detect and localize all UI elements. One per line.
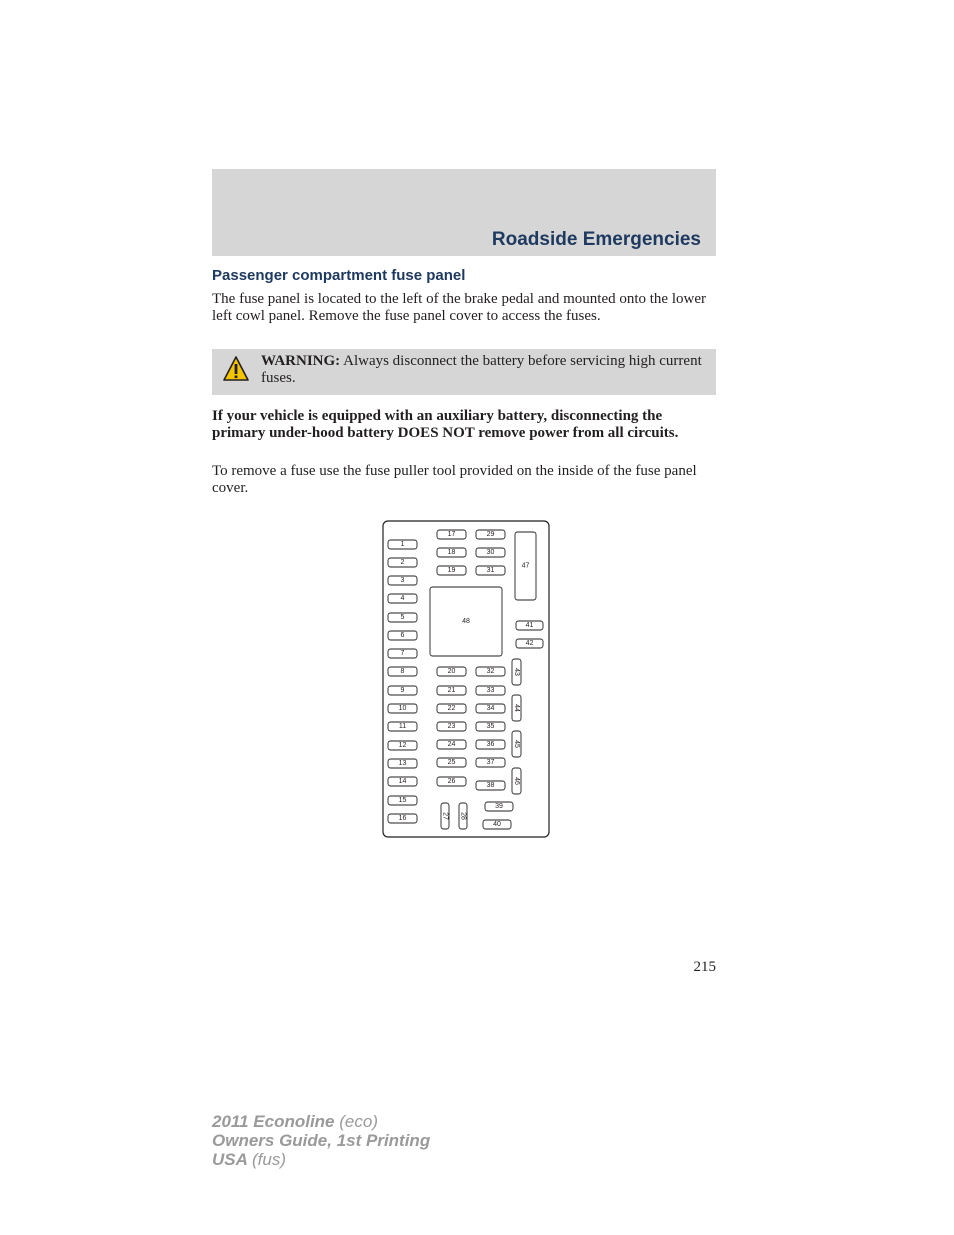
svg-text:42: 42 xyxy=(525,640,534,647)
svg-text:10: 10 xyxy=(398,705,407,712)
fuse-19 xyxy=(437,566,466,575)
svg-text:17: 17 xyxy=(447,531,456,538)
fuse-27 xyxy=(441,803,449,829)
fuse-40 xyxy=(483,820,511,829)
fuse-33 xyxy=(476,686,505,695)
svg-text:25: 25 xyxy=(447,759,456,766)
svg-text:30: 30 xyxy=(486,549,495,556)
fuse-8 xyxy=(388,667,417,676)
svg-text:12: 12 xyxy=(398,742,407,749)
svg-text:44: 44 xyxy=(513,704,520,712)
fuse-14 xyxy=(388,777,417,786)
fuse-46 xyxy=(512,768,521,794)
svg-text:26: 26 xyxy=(447,778,456,785)
svg-text:28: 28 xyxy=(459,812,467,820)
svg-text:16: 16 xyxy=(398,815,407,822)
fuse-6 xyxy=(388,631,417,640)
paragraph-fuse-removal: To remove a fuse use the fuse puller tool provided on the inside of the fuse panel cover. xyxy=(212,463,697,496)
footer-model: 2011 Econoline xyxy=(212,1112,335,1131)
svg-text:7: 7 xyxy=(400,650,405,657)
fuse-42 xyxy=(516,639,543,648)
fuse-10 xyxy=(388,704,417,713)
svg-text:45: 45 xyxy=(513,740,520,748)
svg-text:43: 43 xyxy=(513,668,520,676)
section-title: Roadside Emergencies xyxy=(491,229,701,250)
svg-text:39: 39 xyxy=(495,803,503,810)
warning-triangle-icon xyxy=(222,355,250,383)
relay-47 xyxy=(515,532,536,600)
svg-text:32: 32 xyxy=(486,668,495,675)
svg-text:18: 18 xyxy=(447,549,456,556)
fuse-15 xyxy=(388,796,417,805)
fuse-1 xyxy=(388,540,417,549)
fuse-44 xyxy=(512,695,521,721)
fuse-3 xyxy=(388,576,417,585)
subheading: Passenger compartment fuse panel xyxy=(212,267,466,284)
svg-text:47: 47 xyxy=(521,562,530,570)
fuse-34 xyxy=(476,704,505,713)
footer xyxy=(212,1112,430,1169)
fuse-41 xyxy=(516,621,543,630)
fuse-2 xyxy=(388,558,417,567)
footer-model-code: (eco) xyxy=(339,1112,378,1131)
relay-48 xyxy=(430,587,502,656)
svg-text:46: 46 xyxy=(513,777,520,785)
page-number: 215 xyxy=(693,959,716,975)
fuse-26 xyxy=(437,777,466,786)
fuse-22 xyxy=(437,704,466,713)
svg-text:31: 31 xyxy=(486,567,495,574)
svg-text:21: 21 xyxy=(447,687,456,694)
svg-text:29: 29 xyxy=(486,531,495,538)
fuse-28 xyxy=(459,803,467,829)
fuse-21 xyxy=(437,686,466,695)
svg-text:3: 3 xyxy=(400,577,405,584)
svg-text:23: 23 xyxy=(447,723,456,730)
fuse-45 xyxy=(512,731,521,757)
fuse-12 xyxy=(388,741,417,750)
svg-text:38: 38 xyxy=(486,782,495,789)
footer-line-region xyxy=(212,1150,430,1169)
svg-text:15: 15 xyxy=(398,797,407,804)
svg-text:35: 35 xyxy=(486,723,495,730)
fuse-29 xyxy=(476,530,505,539)
paragraph-location: The fuse panel is located to the left of the brake pedal and mounted onto the lower left cowl panel. Remove the fuse panel cover to access the fuses. xyxy=(212,291,706,324)
svg-text:8: 8 xyxy=(400,668,405,675)
section-header-band xyxy=(212,169,716,256)
fuse-25 xyxy=(437,758,466,767)
svg-text:40: 40 xyxy=(493,821,501,828)
fuse-9 xyxy=(388,686,417,695)
fuse-panel-diagram xyxy=(382,520,550,838)
footer-region-code: (fus) xyxy=(252,1150,286,1169)
svg-text:20: 20 xyxy=(447,668,456,675)
svg-text:4: 4 xyxy=(400,595,405,602)
fuse-5 xyxy=(388,613,417,622)
fuse-32 xyxy=(476,667,505,676)
fuse-43 xyxy=(512,659,521,685)
svg-text:22: 22 xyxy=(447,705,456,712)
fuse-4 xyxy=(388,594,417,603)
fuse-16 xyxy=(388,814,417,823)
fuse-24 xyxy=(437,740,466,749)
svg-text:34: 34 xyxy=(486,705,495,712)
fuse-18 xyxy=(437,548,466,557)
fuse-17 xyxy=(437,530,466,539)
fuse-7 xyxy=(388,649,417,658)
svg-text:11: 11 xyxy=(398,723,407,730)
svg-text:2: 2 xyxy=(400,559,405,566)
fuse-11 xyxy=(388,722,417,731)
svg-text:9: 9 xyxy=(400,687,405,694)
footer-line-printing: Owners Guide, 1st Printing xyxy=(212,1131,431,1150)
fuse-39 xyxy=(485,802,513,811)
svg-text:37: 37 xyxy=(486,759,495,766)
warning-text xyxy=(261,353,711,387)
warning-message: Always disconnect the battery before servicing high current fuses. xyxy=(261,353,702,386)
svg-text:1: 1 xyxy=(400,541,405,548)
svg-text:13: 13 xyxy=(398,760,407,767)
paragraph-auxiliary-battery: If your vehicle is equipped with an auxiliary battery, disconnecting the primary under-hood battery DOES NOT remove power from all circuits. xyxy=(212,408,679,441)
svg-text:14: 14 xyxy=(398,778,407,785)
fuse-20 xyxy=(437,667,466,676)
fuse-13 xyxy=(388,759,417,768)
svg-text:6: 6 xyxy=(400,632,405,639)
fuse-30 xyxy=(476,548,505,557)
svg-text:19: 19 xyxy=(447,567,456,574)
svg-text:48: 48 xyxy=(462,618,470,625)
fuse-38 xyxy=(476,781,505,790)
fuse-37 xyxy=(476,758,505,767)
fuse-35 xyxy=(476,722,505,731)
warning-box xyxy=(212,349,716,395)
warning-label: WARNING: xyxy=(261,353,341,369)
fuse-36 xyxy=(476,740,505,749)
svg-text:5: 5 xyxy=(400,614,405,621)
svg-text:27: 27 xyxy=(441,812,449,820)
fuse-31 xyxy=(476,566,505,575)
svg-text:36: 36 xyxy=(486,741,495,748)
fuse-23 xyxy=(437,722,466,731)
footer-region: USA xyxy=(212,1150,248,1169)
svg-text:24: 24 xyxy=(447,741,456,748)
svg-text:41: 41 xyxy=(525,622,534,629)
footer-line-model xyxy=(212,1112,430,1131)
svg-text:33: 33 xyxy=(486,687,495,694)
